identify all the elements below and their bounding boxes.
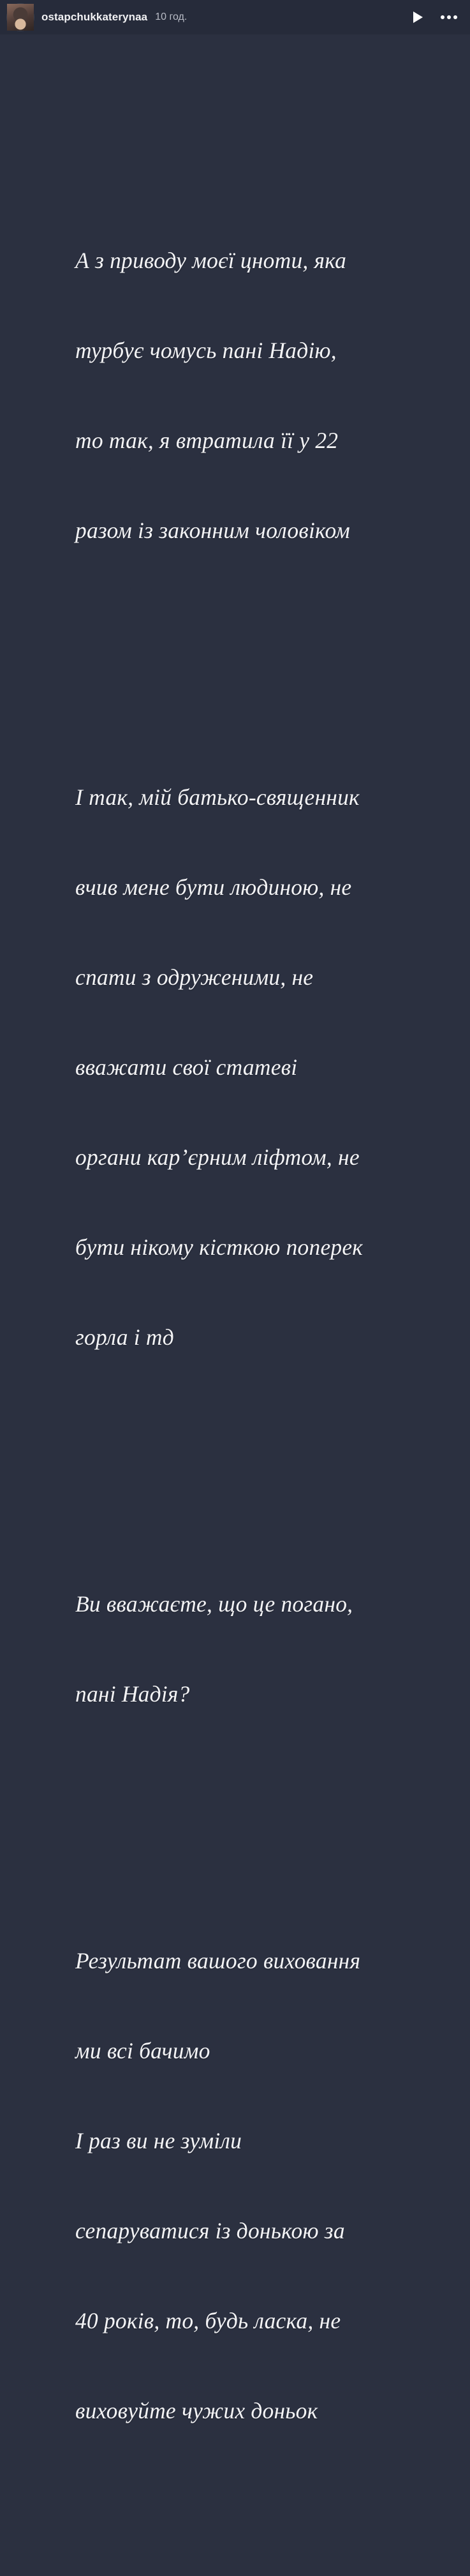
story-paragraph (75, 723, 416, 1412)
story-paragraph (75, 1886, 416, 2486)
story-line: спати з одруженими, не (75, 964, 314, 990)
play-icon[interactable] (410, 9, 425, 26)
more-dot-1 (441, 15, 444, 19)
story-line: горла і тд (75, 1324, 174, 1350)
story-line: Ви вважаєте, що це погано, (75, 1591, 353, 1617)
story-line: Результат вашого виховання (75, 1948, 361, 1973)
story-line: виховуйте чужих доньок (75, 2398, 318, 2423)
story-line: 40 років, то, будь ласка, не (75, 2308, 341, 2333)
play-triangle (413, 11, 423, 23)
more-dot-3 (453, 15, 457, 19)
story-line: І так, мій батько-священник (75, 784, 360, 810)
more-options-icon[interactable] (439, 11, 459, 23)
story-line: сепаруватися із донькою за (75, 2218, 345, 2243)
timestamp-label: 10 год. (155, 11, 187, 22)
story-line: органи кар’єрним ліфтом, не (75, 1144, 360, 1170)
story-paragraph (75, 1529, 416, 1769)
story-header (0, 0, 470, 34)
story-line: ми всі бачимо (75, 2038, 210, 2063)
story-line: турбує чомусь пані Надію, (75, 338, 337, 363)
story-line: то так, я втратила її у 22 (75, 428, 339, 453)
story-line: разом із законним чоловіком (75, 518, 350, 543)
story-line: бути нікому кісткою поперек (75, 1234, 364, 1260)
story-content (0, 34, 470, 2576)
story-line: І раз ви не зуміли (75, 2128, 242, 2153)
story-line: вважати свої статеві (75, 1054, 298, 1080)
story-text-block (75, 96, 416, 2576)
avatar-image (7, 4, 34, 31)
story-line: вчив мене бути людиною, не (75, 874, 352, 900)
username-label[interactable]: ostapchukkaterynaa (41, 11, 148, 23)
story-paragraph (75, 186, 416, 606)
avatar[interactable] (6, 3, 34, 31)
story-line: А з приводу моєї цноти, яка (75, 248, 347, 273)
story-line: пані Надія? (75, 1681, 190, 1707)
more-dot-2 (447, 15, 451, 19)
